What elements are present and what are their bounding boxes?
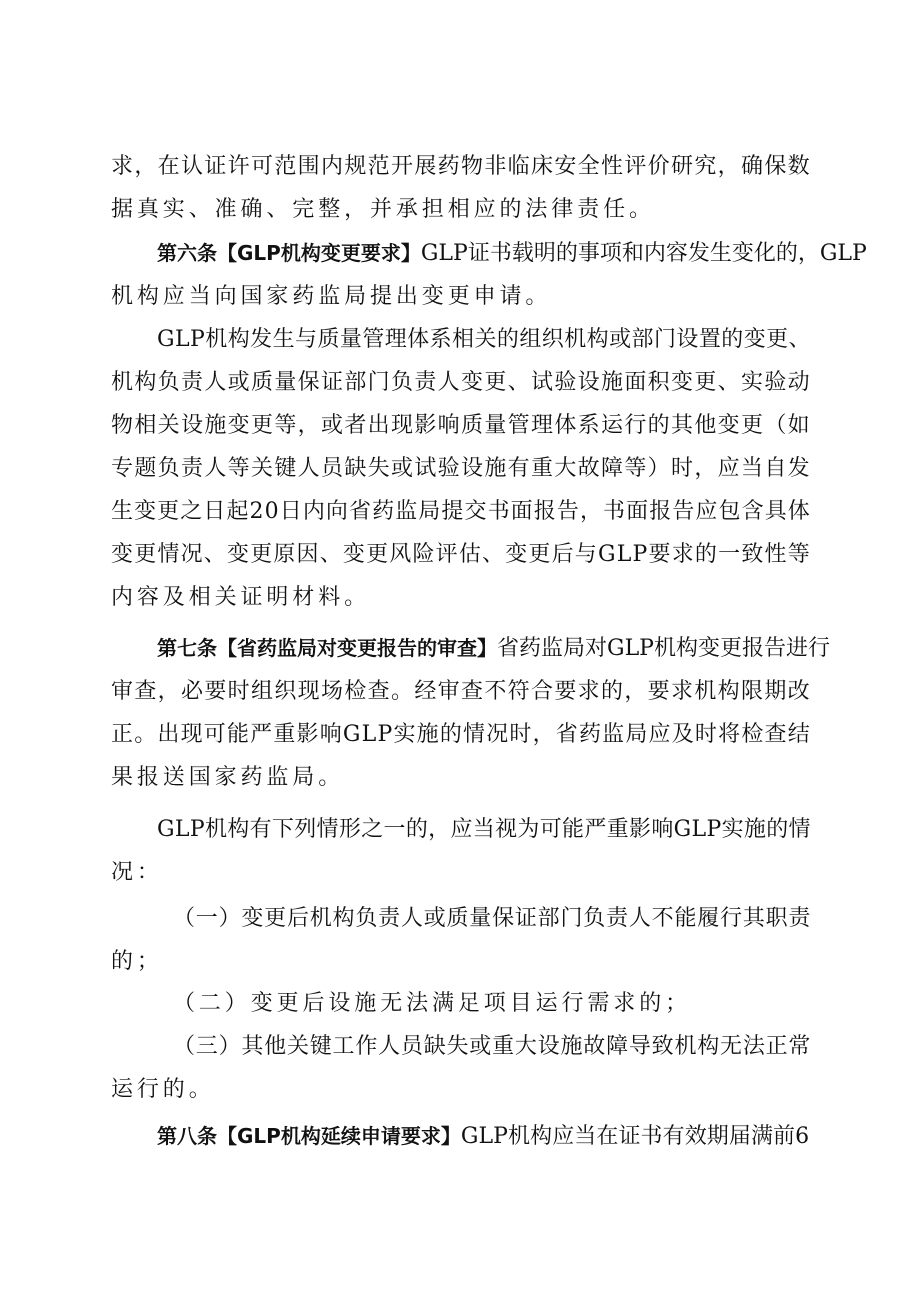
text-line: GLP机构发生与质量管理体系相关的组织机构或部门设置的变更、 (157, 327, 811, 352)
text-line: 机构应当向国家药监局提出变更申请。 (111, 284, 552, 309)
text-line: 据真实、准确、完整，并承担相应的法律责任。 (111, 197, 655, 222)
text-line: （二）变更后设施无法满足项目运行需求的； (173, 991, 692, 1016)
text-line: 果报送国家药监局。 (111, 765, 345, 790)
paragraph-change-report (111, 318, 811, 619)
text-line: （一）变更后机构负责人或质量保证部门负责人不能履行其职责 (173, 906, 812, 931)
article-8-heading: 第八条【GLP机构延续申请要求】 (157, 1124, 461, 1148)
article-6-first-line (111, 232, 867, 275)
article-7 (111, 627, 830, 799)
article-8 (111, 1115, 811, 1158)
article-7-text: 省药监局对GLP机构变更报告进行 (497, 636, 830, 661)
text-line: （三）其他关键工作人员缺失或重大设施故障导致机构无法正常 (173, 1034, 812, 1059)
article-6-text: GLP证书载明的事项和内容发生变化的，GLP (420, 241, 867, 266)
text-line: 运行的。 (111, 1077, 215, 1102)
text-line: 求，在认证许可范围内规范开展药物非临床安全性评价研究，确保数 (111, 154, 812, 179)
text-line: 正。出现可能严重影响GLP实施的情况时，省药监局应及时将检查结 (111, 722, 811, 747)
list-item-3 (111, 1025, 811, 1111)
text-line: 况： (111, 860, 163, 885)
article-6 (111, 232, 867, 318)
list-item-1 (111, 897, 811, 983)
text-line: 内容及相关证明材料。 (111, 585, 371, 610)
text-line: 机构负责人或质量保证部门负责人变更、试验设施面积变更、实验动 (111, 370, 812, 395)
list-item-2 (111, 982, 811, 1025)
text-line: 审查，必要时组织现场检查。经审查不符合要求的，要求机构限期改 (111, 679, 812, 704)
paragraph-continuation (111, 145, 811, 231)
text-line: GLP机构有下列情形之一的，应当视为可能严重影响GLP实施的情 (157, 817, 811, 842)
text-line: 物相关设施变更等，或者出现影响质量管理体系运行的其他变更（如 (111, 413, 812, 438)
article-8-first-line (111, 1115, 811, 1158)
text-line: 专题负责人等关键人员缺失或试验设施有重大故障等）时，应当自发 (111, 456, 812, 481)
text-line: 生变更之日起20日内向省药监局提交书面报告，书面报告应包含具体 (111, 499, 811, 524)
paragraph-serious-impact (111, 808, 811, 894)
article-7-heading: 第七条【省药监局对变更报告的审查】 (157, 636, 497, 660)
article-6-heading: 第六条【GLP机构变更要求】 (157, 241, 421, 265)
article-7-first-line (111, 627, 830, 670)
text-line: 变更情况、变更原因、变更风险评估、变更后与GLP要求的一致性等 (111, 542, 811, 567)
text-line: 的； (111, 949, 163, 974)
article-8-text: GLP机构应当在证书有效期届满前6 (460, 1124, 810, 1149)
